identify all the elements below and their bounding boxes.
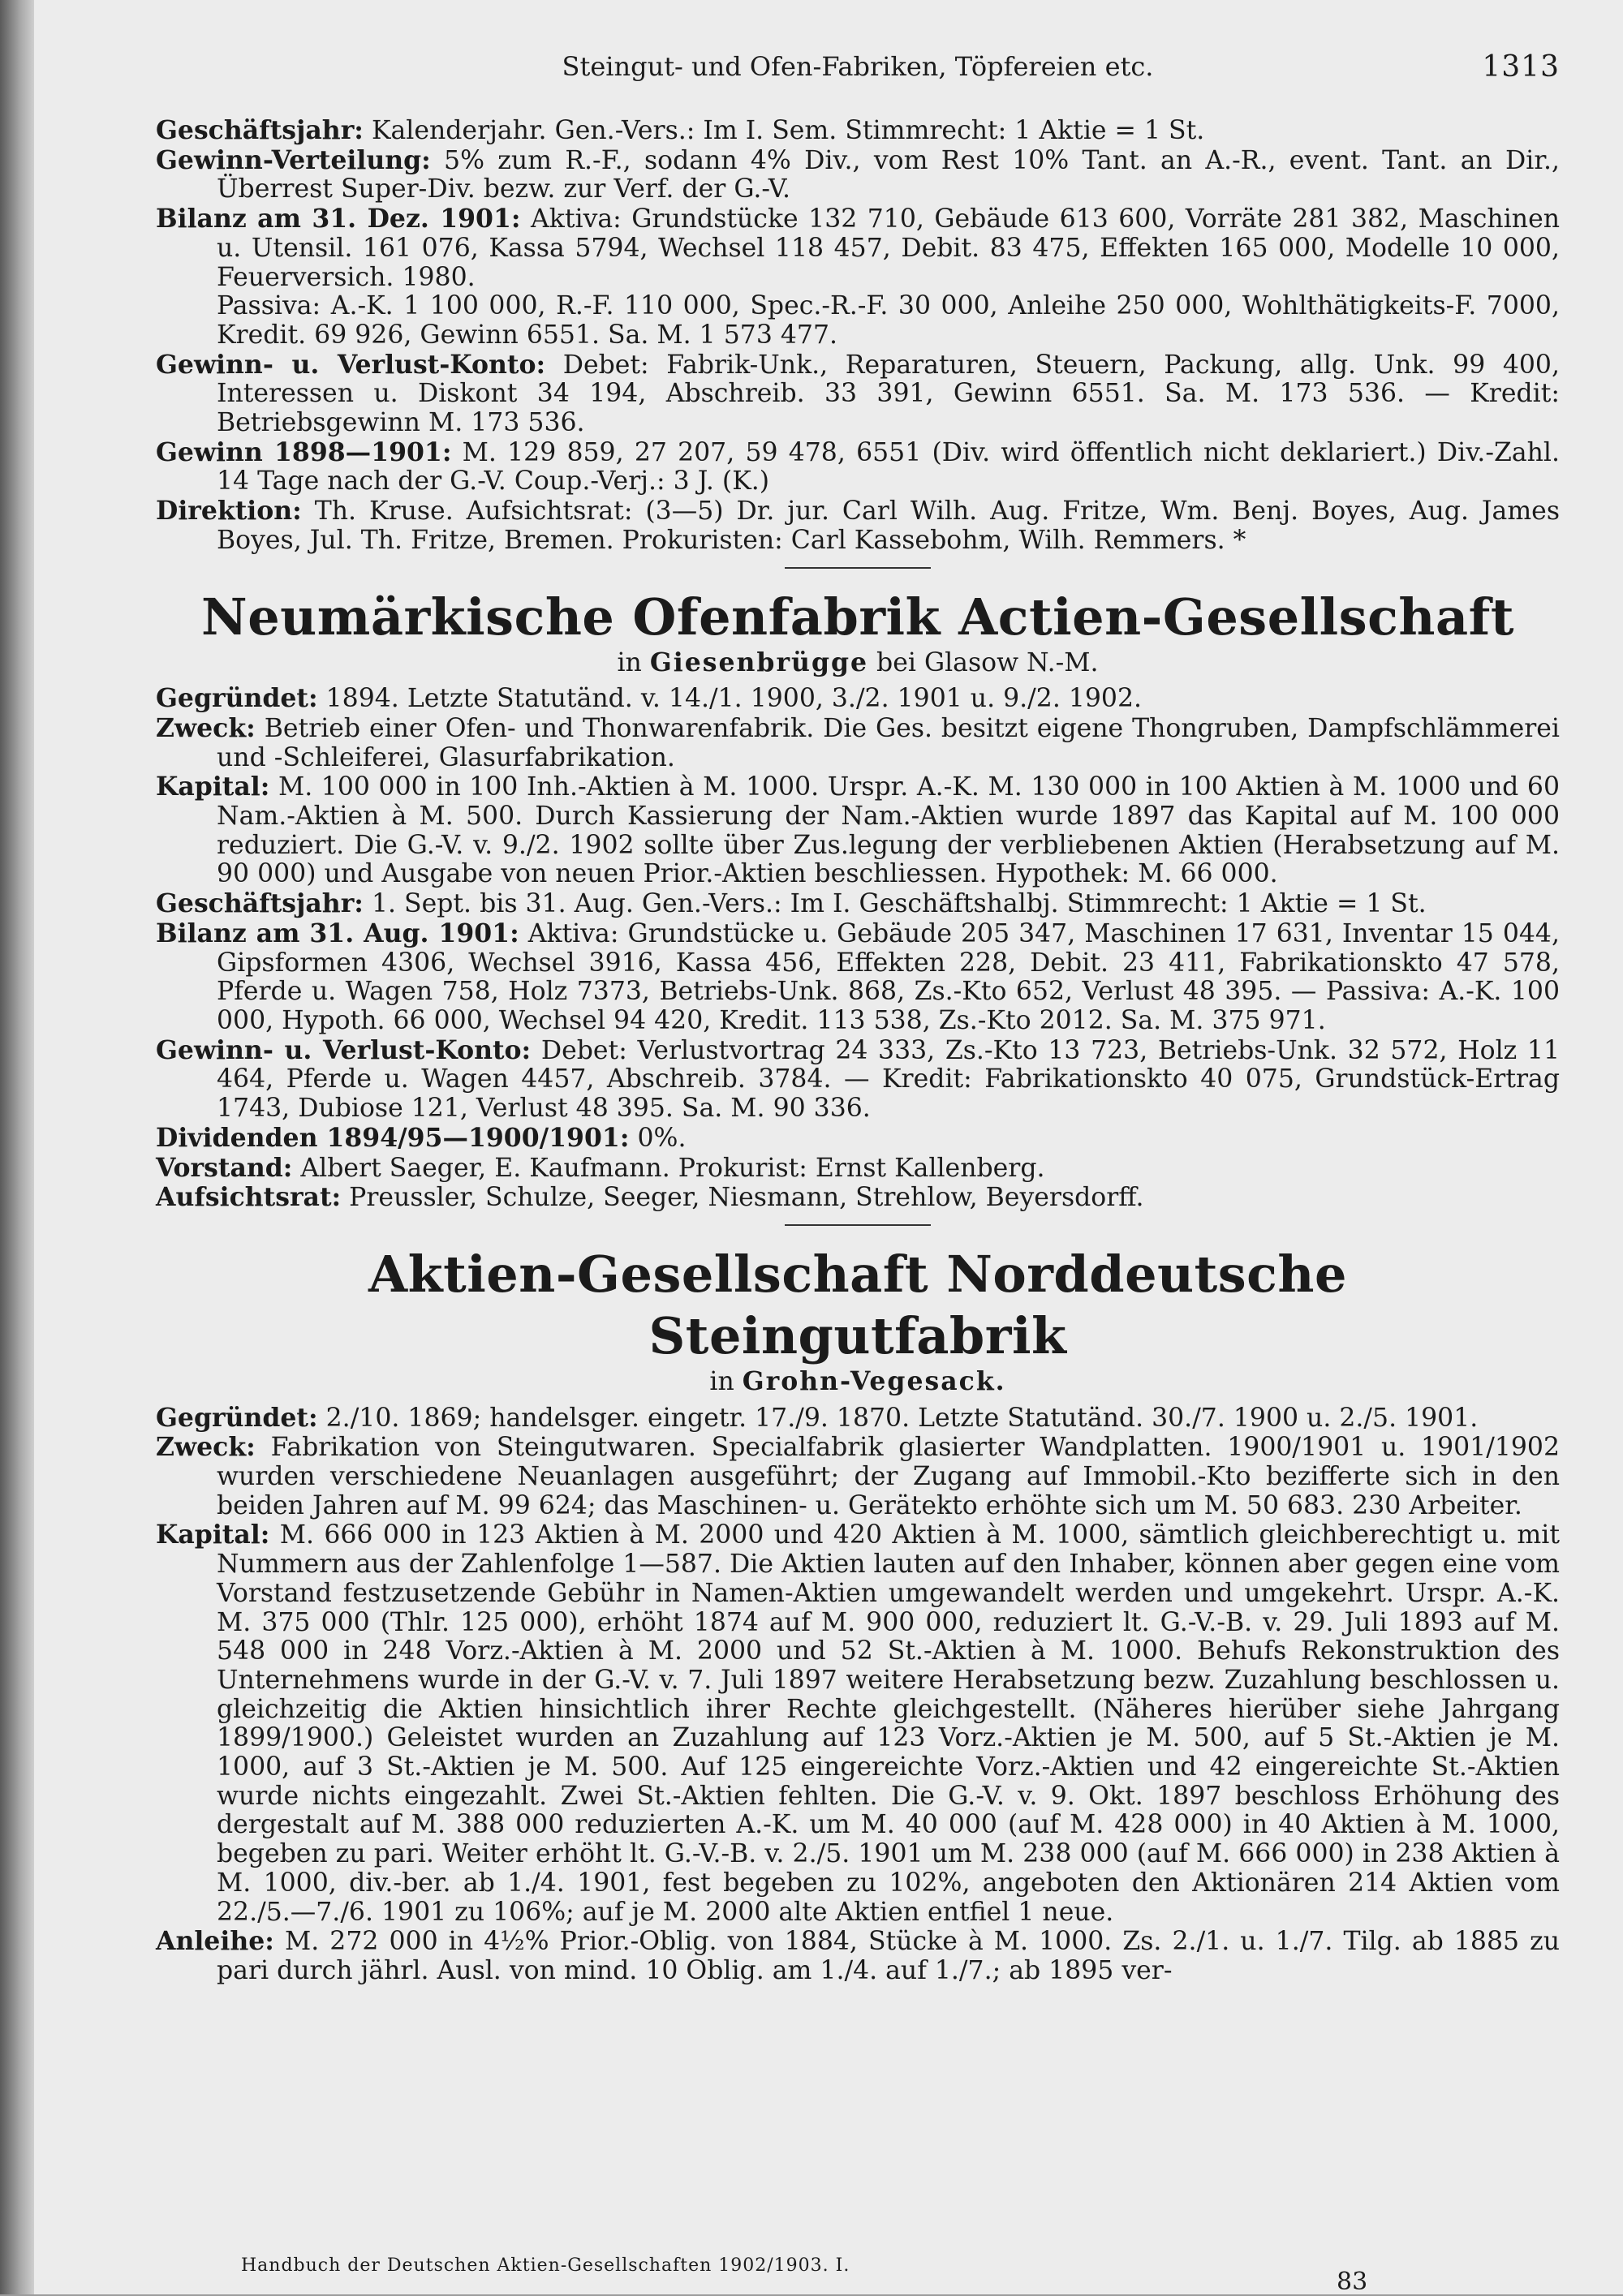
entry-text: 2./10. 1869; handelsger. eingetr. 17./9. 1870. Letzte Statutänd. 30./7. 1900 u. 2./5. 1901.	[317, 1403, 1479, 1433]
entry-label: Dividenden 1894/95—1900/1901:	[156, 1122, 630, 1153]
entry-text: M. 666 000 in 123 Aktien à M. 2000 und 420 Aktien à M. 1000, sämtlich gleichberechtigt u. mit Nummern aus der Zahlenfolge 1—587. Die Aktien lauten auf den Inhaber, können aber gegen eine vom Vorstand festzusetzende Gebühr in Namen-Aktien umgewandelt werden und umgekehrt. Urspr. A.-K. M. 375 000 (Thlr. 125 000), erhöht 1874 auf M. 900 000, reduziert lt. G.-V.-B. v. 29. Juli 1893 auf M. 548 000 in 248 Vorz.-Aktien à M. 2000 und 52 St.-Aktien à M. 1000. Behufs Rekonstruktion des Unternehmens wurde in der G.-V. v. 7. Juli 1897 weitere Herabsetzung bezw. Zuzahlung beschlossen u. gleichzeitig die Aktien hinsichtlich ihrer Rechte gleichgestellt. (Näheres hierüber siehe Jahrgang 1899/1900.) Geleistet wurden an Zuzahlung auf 123 Vorz.-Aktien je M. 500, auf 5 St.-Aktien je M. 1000, auf 3 St.-Aktien je M. 500. Auf 125 eingereichte Vorz.-Aktien und 42 eingereichte St.-Aktien wurde nichts eingezahlt. Zwei St.-Aktien fehlten. Die G.-V. v. 9. Okt. 1897 beschloss Erhöhung des dergestalt auf M. 388 000 reduzierten A.-K. um M. 40 000 (auf M. 428 000) in 40 Aktien à M. 1000, begeben zu pari. Weiter erhöht lt. G.-V.-B. v. 2./5. 1901 um M. 238 000 (auf M. 666 000) in 238 Aktien à M. 1000, div.-ber. ab 1./4. 1901, fest begeben zu 102%, angeboten den Aktionären 214 Aktien vom 22./5.—7./6. 1901 zu 106%; auf je M. 2000 alte Aktien entfiel 1 neue.	[217, 1520, 1560, 1927]
section-divider	[785, 567, 931, 569]
entry-label: Gewinn- u. Verlust-Konto:	[156, 349, 546, 380]
entry-text: Aktiva: Grundstücke u. Gebäude 205 347, Maschinen 17 631, Inventar 15 044, Gipsformen 4306, Wechsel 3916, Kassa 456, Effekten 228, Debit. 23 411, Fabrikationskto 47 578, Pferde u. Wagen 758, Holz 7373, Betriebs-Unk. 868, Zs.-Kto 652, Verlust 48 395. — Passiva: A.-K. 100 000, Hypoth. 66 000, Wechsel 94 420, Kredit. 113 538, Zs.-Kto 2012. Sa. M. 375 971.	[217, 918, 1560, 1035]
entry-label: Gegründet:	[156, 1402, 318, 1433]
entry-label: Kapital:	[156, 1520, 270, 1550]
continued-entry	[156, 116, 1560, 556]
entry-zweck	[156, 1433, 1560, 1520]
section-divider	[785, 1224, 931, 1226]
footer-imprint: Handbuch der Deutschen Aktien-Gesellschaften 1902/1903. I.	[241, 2255, 850, 2276]
location-prefix: in	[709, 1366, 743, 1396]
entry-kapital	[156, 1520, 1560, 1927]
entry-text: Fabrikation von Steingutwaren. Specialfabrik glasierter Wandplatten. 1900/1901 u. 1901/1902 wurden verschiedene Neuanlagen ausgeführt; der Zugang auf Immobil.-Kto bezifferte sich in den beiden Jahren auf M. 99 624; das Maschinen- u. Gerätekto erhöhte sich um M. 50 683. 230 Arbeiter.	[217, 1433, 1560, 1520]
entry-gegruendet	[156, 1404, 1560, 1434]
entry-passiva	[156, 292, 1560, 350]
entry-label: Zweck:	[156, 712, 256, 743]
entry-text: Aktiva: Grundstücke 132 710, Gebäude 613 600, Vorräte 281 382, Maschinen u. Utensil. 161 076, Kassa 5794, Wechsel 118 457, Debit. 83 475, Effekten 165 000, Modelle 10 000, Feuerversich. 1980.	[217, 204, 1560, 292]
company-location	[156, 1367, 1560, 1397]
entry-kapital	[156, 772, 1560, 889]
entry-text: Kalenderjahr. Gen.-Vers.: Im I. Sem. Stimmrecht: 1 Aktie = 1 St.	[363, 116, 1205, 145]
running-title: Steingut- und Ofen-Fabriken, Töpfereien etc.	[562, 51, 1154, 82]
company-title: Aktien-Gesellschaft Norddeutsche Steingutfabrik	[368, 1244, 1347, 1365]
entry-label: Gegründet:	[156, 683, 318, 714]
entry-label: Gewinn 1898—1901:	[156, 436, 452, 467]
entry-gewinn-verlust	[156, 350, 1560, 438]
entry-label: Vorstand:	[156, 1152, 293, 1183]
entry-text: Betrieb einer Ofen- und Thonwarenfabrik. Die Ges. besitzt eigene Thongruben, Dampfschlämmerei und -Schleiferei, Glasurfabrikation.	[217, 713, 1560, 772]
entry-label: Geschäftsjahr:	[156, 115, 364, 145]
entry-gewinn-verlust	[156, 1036, 1560, 1124]
entry-aufsichtsrat	[156, 1183, 1560, 1213]
entry-text: Debet: Fabrik-Unk., Reparaturen, Steuern, Packung, allg. Unk. 99 400, Interessen u. Diskont 34 194, Abschreib. 33 391, Gewinn 6551. Sa. M. 173 536. — Kredit: Betriebsgewinn M. 173 536.	[217, 350, 1560, 438]
entry-label: Aufsichtsrat:	[156, 1182, 342, 1213]
entry-label: Gewinn- u. Verlust-Konto:	[156, 1034, 532, 1065]
entry-anleihe	[156, 1927, 1560, 1985]
signature-mark: 83	[1337, 2268, 1368, 2296]
entry-direktion	[156, 497, 1560, 555]
entry-text: Preussler, Schulze, Seeger, Niesmann, Strehlow, Beyersdorff.	[341, 1183, 1144, 1213]
entry-text: Albert Saeger, E. Kaufmann. Prokurist: Ernst Kallenberg.	[292, 1153, 1045, 1183]
company-location	[156, 648, 1560, 678]
company-entry-neumaerkische	[156, 587, 1560, 1213]
entry-label: Bilanz am 31. Aug. 1901:	[156, 918, 519, 948]
entry-bilanz	[156, 204, 1560, 292]
entry-label: Bilanz am 31. Dez. 1901:	[156, 204, 521, 234]
entry-label: Gewinn-Verteilung:	[156, 144, 431, 175]
entry-text: M. 100 000 in 100 Inh.-Aktien à M. 1000. Urspr. A.-K. M. 130 000 in 100 Aktien à M. 1000 und 60 Nam.-Aktien à M. 500. Durch Kassierung der Nam.-Aktien wurde 1897 das Kapital auf M. 100 000 reduziert. Die G.-V. v. 9./2. 1902 sollte über Zus.legung der verbliebenen Aktien (Herabsetzung auf M. 90 000) und Ausgabe von neuen Prior.-Aktien beschliessen. Hypothek: M. 66 000.	[217, 772, 1560, 889]
entry-bilanz	[156, 919, 1560, 1036]
entry-text: 1894. Letzte Statutänd. v. 14./1. 1900, 3./2. 1901 u. 9./2. 1902.	[317, 684, 1143, 714]
entry-text: Th. Kruse. Aufsichtsrat: (3—5) Dr. jur. Carl Wilh. Aug. Fritze, Wm. Benj. Boyes, Aug. James Boyes, Jul. Th. Fritze, Bremen. Prokuristen: Carl Kassebohm, Wilh. Remmers. *	[217, 497, 1560, 555]
entry-text: 1. Sept. bis 31. Aug. Gen.-Vers.: Im I. Geschäftshalbj. Stimmrecht: 1 Aktie = 1 St.	[363, 889, 1427, 919]
entry-vorstand	[156, 1154, 1560, 1184]
entry-text: Debet: Verlustvortrag 24 333, Zs.-Kto 13 723, Betriebs-Unk. 32 572, Holz 11 464, Pferde u. Wagen 4457, Abschreib. 3784. — Kredit: Fabrikationskto 40 075, Grundstück-Ertrag 1743, Dubiose 121, Verlust 48 395. Sa. M. 90 336.	[217, 1035, 1560, 1124]
location-suffix: bei Glasow N.-M.	[868, 647, 1099, 677]
entry-text: M. 129 859, 27 207, 59 478, 6551 (Div. wird öffentlich nicht deklariert.) Div.-Zahl. 14 Tage nach der G.-V. Coup.-Verj.: 3 J. (K.)	[217, 437, 1560, 497]
entry-text: 0%.	[629, 1123, 687, 1153]
entry-text: Passiva: A.-K. 1 100 000, R.-F. 110 000, Spec.-R.-F. 30 000, Anleihe 250 000, Wohlthätigkeits-F. 7000, Kredit. 69 926, Gewinn 6551. Sa. M. 1 573 477.	[217, 291, 1560, 350]
document-page	[34, 0, 1623, 2294]
entry-label: Zweck:	[156, 1432, 256, 1463]
book-spine-shadow	[0, 0, 34, 2294]
entry-text: 5% zum R.-F., sodann 4% Div., vom Rest 10% Tant. an A.-R., event. Tant. an Dir., Überrest Super-Div. bezw. zur Verf. der G.-V.	[217, 145, 1560, 204]
entry-label: Kapital:	[156, 772, 270, 802]
location-place: Grohn-Vegesack.	[742, 1365, 1006, 1396]
company-title: Neumärkische Ofenfabrik Actien-Gesellschaft	[201, 587, 1514, 647]
entry-geschaeftsjahr	[156, 889, 1560, 919]
running-head	[156, 45, 1560, 93]
entry-zweck	[156, 714, 1560, 772]
company-entry-norddeutsche	[156, 1244, 1560, 1986]
page-content	[156, 45, 1560, 1986]
entry-label: Anleihe:	[156, 1926, 274, 1957]
entry-dividenden	[156, 1124, 1560, 1154]
entry-gegruendet	[156, 684, 1560, 714]
entry-text: M. 272 000 in 4½% Prior.-Oblig. von 1884, Stücke à M. 1000. Zs. 2./1. u. 1./7. Tilg. ab 1885 zu pari durch jährl. Ausl. von mind. 10 Oblig. am 1./4. auf 1./7.; ab 1895 ver-	[217, 1927, 1560, 1985]
entry-label: Direktion:	[156, 496, 302, 527]
page-number: 1313	[1482, 50, 1560, 84]
entry-geschaeftsjahr	[156, 116, 1560, 146]
entry-label: Geschäftsjahr:	[156, 888, 364, 919]
entry-gewinn-jahre	[156, 438, 1560, 497]
location-prefix: in	[617, 647, 650, 677]
entry-gewinn-verteilung	[156, 146, 1560, 204]
location-place: Giesenbrügge	[649, 647, 869, 677]
